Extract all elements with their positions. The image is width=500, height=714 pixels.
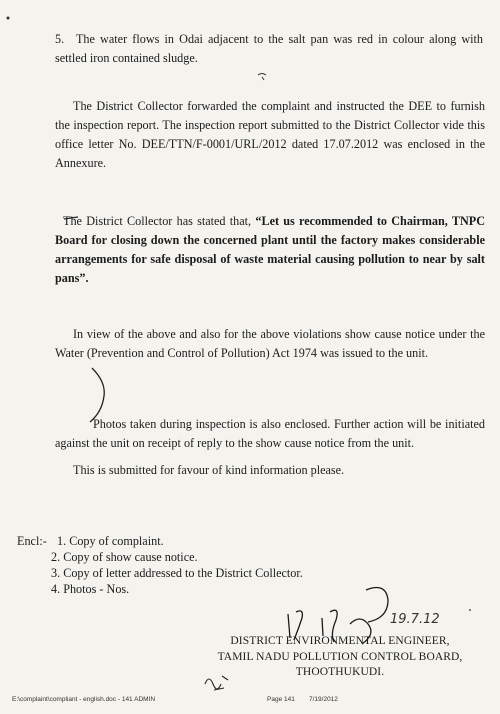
submission-paragraph: This is submitted for favour of kind information please. xyxy=(73,463,345,477)
signatory-title: DISTRICT ENVIRONMENTAL ENGINEER, xyxy=(230,635,450,647)
collector-statement-quote: “Let us recommended to Chairman, TNPC Board for closing down the concerned plant until the factory makes considerable arrangements for safe disposal of waste material causing pollution to near by salt pans”. xyxy=(55,214,485,285)
footer-page: Page 141 xyxy=(267,696,295,703)
item-5-text: The water flows in Odai adjacent to the salt pan was red in colour along with settled iron contained sludge. xyxy=(55,32,483,65)
item-5-number: 5. xyxy=(55,32,65,46)
strike-mark xyxy=(64,217,78,219)
pen-tick-mark xyxy=(258,74,266,81)
forward-paragraph: The District Collector forwarded the complaint and instructed the DEE to furnish the inspection report. The inspection report submitted to the District Collector vide this office letter No. DEE/TTN/F-0001/URL/2012 dated 17.07.2012 was enclosed in the Annexure. xyxy=(55,99,485,170)
enclosures-label: Encl:- xyxy=(17,534,47,548)
handwritten-date: 19.7.12 xyxy=(390,612,440,627)
bracket-mark xyxy=(90,368,104,422)
show-cause-paragraph: In view of the above and also for the above violations show cause notice under the Water (Prevention and Control of Pollution) Act 1974 was issued to the unit. xyxy=(55,327,485,360)
corner-dot xyxy=(7,17,10,20)
enclosure-item: 3. Copy of letter addressed to the District Collector. xyxy=(51,566,303,580)
signatory-location: THOOTHUKUDI. xyxy=(295,666,385,678)
signature-mark xyxy=(288,588,388,644)
speck-dot xyxy=(469,609,471,611)
enclosure-item: 4. Photos - Nos. xyxy=(51,582,130,596)
enclosure-item: 2. Copy of show cause notice. xyxy=(51,550,198,564)
photos-paragraph: Photos taken during inspection is also enclosed. Further action will be initiated against the unit on receipt of reply to the show cause notice from the unit. xyxy=(55,417,485,450)
signatory-board: TAMIL NADU POLLUTION CONTROL BOARD, xyxy=(217,650,463,663)
footer-date: 7/19/2012 xyxy=(309,696,338,703)
footer-path: E:\complaint\compliant - english.doc - 141 ADMIN xyxy=(12,696,156,703)
enclosure-item: 1. Copy of complaint. xyxy=(57,534,164,548)
collector-statement-lead: The District Collector has stated that, xyxy=(63,214,256,228)
initials-mark xyxy=(205,676,228,690)
